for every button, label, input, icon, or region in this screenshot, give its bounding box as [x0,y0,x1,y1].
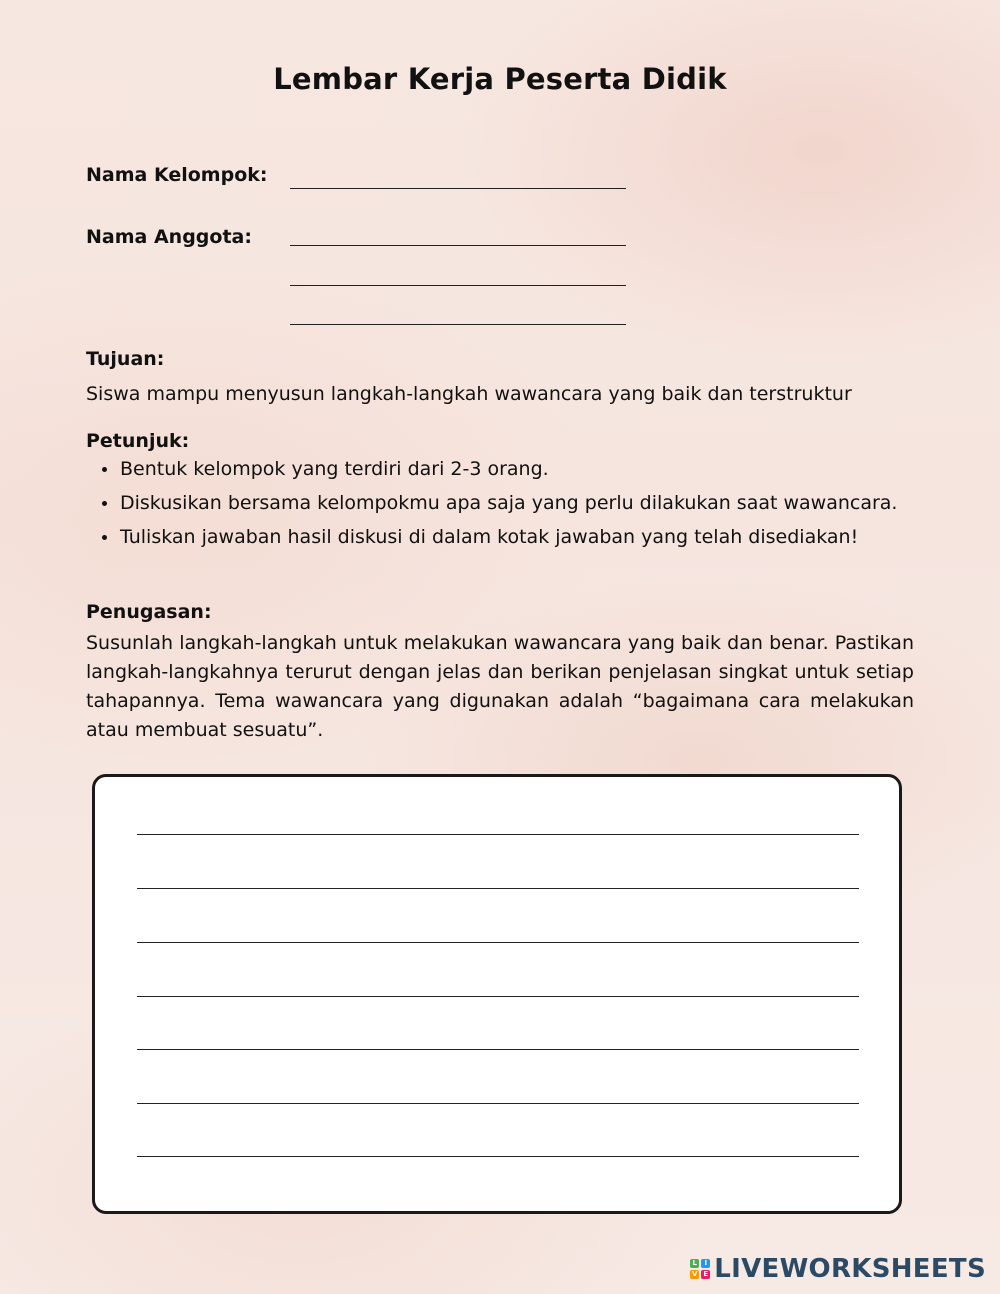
instructions-heading: Petunjuk: [86,430,190,452]
answer-line[interactable] [137,834,859,835]
member-line-3[interactable] [290,324,626,325]
objective-text: Siswa mampu menyusun langkah-langkah wawancara yang baik dan terstruktur [86,383,852,405]
member-line-2[interactable] [290,285,626,286]
group-name-line[interactable] [290,188,626,189]
liveworksheets-logo-icon [690,1259,710,1279]
assignment-text: Susunlah langkah-langkah untuk melakukan wawancara yang baik dan benar. Pastikan langkah-langkahnya terurut dengan jelas dan berikan penjelasan singkat untuk setiap tahapannya. Tema wawancara yang digunakan adalah “bagaimana cara melakukan atau membuat sesuatu”. [86,632,914,741]
instructions-list [86,455,914,557]
answer-line[interactable] [137,942,859,943]
bullet-icon [102,467,107,472]
worksheet-title: Lembar Kerja Peserta Didik [273,62,727,96]
answer-line[interactable] [137,996,859,997]
answer-line[interactable] [137,1049,859,1050]
list-item [86,455,914,484]
logo-cell: V [692,1270,698,1278]
logo-cell: I [701,1259,710,1268]
answer-box[interactable] [92,774,902,1214]
list-item [86,523,914,552]
brand-watermark[interactable] [690,1254,986,1284]
bullet-icon [102,501,107,506]
assignment-heading: Penugasan: [86,601,212,623]
instruction-text: Diskusikan bersama kelompokmu apa saja yang perlu dilakukan saat wawancara. [120,492,898,514]
answer-line[interactable] [137,888,859,889]
instruction-text: Tuliskan jawaban hasil diskusi di dalam kotak jawaban yang telah disediakan! [120,526,859,548]
answer-line[interactable] [137,1156,859,1157]
brand-name: LIVEWORKSHEETS [714,1254,986,1284]
answer-line[interactable] [137,1103,859,1104]
members-label: Nama Anggota: [86,226,252,248]
objective-heading: Tujuan: [86,348,165,370]
member-line-1[interactable] [290,245,626,246]
bullet-icon [102,535,107,540]
logo-cell: L [690,1259,699,1268]
group-name-label: Nama Kelompok: [86,164,268,186]
list-item [86,489,914,518]
instruction-text: Bentuk kelompok yang terdiri dari 2-3 orang. [120,458,549,480]
logo-cell: E [701,1270,710,1279]
